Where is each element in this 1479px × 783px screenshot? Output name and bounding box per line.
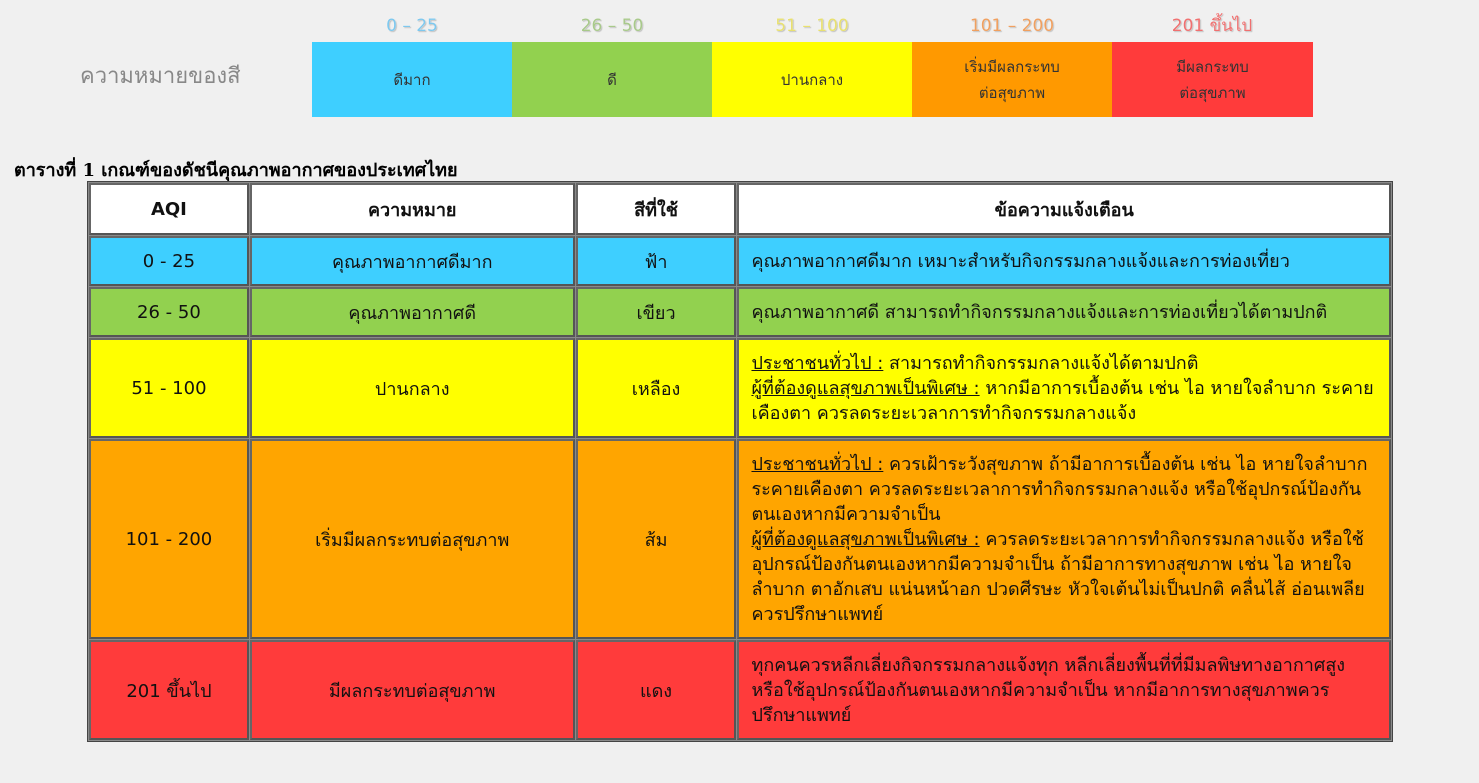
message-text: ทุกคนควรหลีกเลี่ยงกิจกรรมกลางแจ้งทุก หลีกเลี่ยงพื้นที่ที่มีมลพิษทางอากาศสูง หรือใช้อุปกรณ์ป้องกันตนเองหากมีความจำเป็น หากมีอาการทางสุขภาพควรปรึกษาแพทย์ bbox=[751, 654, 1346, 726]
aqi-range-cell: 0 - 25 bbox=[89, 236, 249, 286]
audience-label: ผู้ที่ต้องดูแลสุขภาพเป็นพิเศษ : bbox=[751, 377, 980, 399]
message-text: คุณภาพอากาศดี สามารถทำกิจกรรมกลางแจ้งและการท่องเที่ยวได้ตามปกติ bbox=[751, 301, 1328, 323]
message-paragraph bbox=[751, 300, 1377, 325]
meaning-cell: คุณภาพอากาศดี bbox=[250, 287, 575, 337]
legend-swatch: ปานกลาง bbox=[712, 42, 912, 117]
message-cell bbox=[737, 439, 1391, 639]
legend-range: 101 – 200 bbox=[969, 16, 1055, 36]
audience-label: ประชาชนทั่วไป : bbox=[751, 352, 884, 374]
message-text: ควรเฝ้าระวังสุขภาพ ถ้ามีอาการเบื้องต้น เช่น ไอ หายใจลำบาก ระคายเคืองตา ควรลดระยะเวลาการทำกิจกรรมกลางแจ้ง หรือใช้อุปกรณ์ป้องกันตนเองหากมีความจำเป็น bbox=[751, 453, 1368, 525]
message-text: หากมีอาการเบื้องต้น เช่น ไอ หายใจลำบาก ระคายเคืองตา ควรลดระยะเวลาการทำกิจกรรมกลางแจ้ง bbox=[751, 377, 1374, 424]
message-paragraph bbox=[751, 249, 1377, 274]
color-name-cell: เขียว bbox=[576, 287, 737, 337]
table-row bbox=[89, 640, 1391, 740]
aqi-range-cell: 201 ขึ้นไป bbox=[89, 640, 249, 740]
meaning-cell: เริ่มมีผลกระทบต่อสุขภาพ bbox=[250, 439, 575, 639]
audience-label: ผู้ที่ต้องดูแลสุขภาพเป็นพิเศษ : bbox=[751, 528, 980, 550]
message-cell bbox=[737, 236, 1391, 286]
aqi-range-cell: 26 - 50 bbox=[89, 287, 249, 337]
color-name-cell: ส้ม bbox=[576, 439, 737, 639]
header-aqi: AQI bbox=[89, 183, 249, 235]
message-cell bbox=[737, 338, 1391, 438]
message-text: คุณภาพอากาศดีมาก เหมาะสำหรับกิจกรรมกลางแจ้งและการท่องเที่ยว bbox=[751, 250, 1290, 272]
message-paragraph bbox=[751, 653, 1377, 728]
audience-label: ประชาชนทั่วไป : bbox=[751, 453, 884, 475]
legend-range: 0 – 25 bbox=[386, 16, 438, 36]
message-paragraph bbox=[751, 527, 1377, 627]
legend-color-bar bbox=[312, 42, 1313, 117]
message-text: ควรลดระยะเวลาการทำกิจกรรมกลางแจ้ง หรือใช้อุปกรณ์ป้องกันตนเองหากมีความจำเป็น ถ้ามีอาการทางสุขภาพ เช่น ไอ หายใจลำบาก ตาอักเสบ แน่นหน้าอก ปวดศีรษะ หัวใจเต้นไม่เป็นปกติ คลื่นไส้ อ่อนเพลีย ควรปรึกษาแพทย์ bbox=[751, 528, 1365, 625]
table-row bbox=[89, 287, 1391, 337]
legend-range-row bbox=[312, 12, 1312, 40]
message-text: สามารถทำกิจกรรมกลางแจ้งได้ตามปกติ bbox=[883, 352, 1199, 374]
legend-range: 51 – 100 bbox=[775, 16, 849, 36]
legend-swatch: ดีมาก bbox=[312, 42, 512, 117]
legend-swatch: มีผลกระทบ ต่อสุขภาพ bbox=[1112, 42, 1313, 117]
aqi-table bbox=[87, 181, 1393, 742]
message-cell bbox=[737, 287, 1391, 337]
message-paragraph bbox=[751, 376, 1377, 426]
table-body bbox=[89, 236, 1391, 740]
color-name-cell: เหลือง bbox=[576, 338, 737, 438]
legend-title: ความหมายของสี bbox=[80, 64, 241, 89]
meaning-cell: ปานกลาง bbox=[250, 338, 575, 438]
color-name-cell: แดง bbox=[576, 640, 737, 740]
meaning-cell: มีผลกระทบต่อสุขภาพ bbox=[250, 640, 575, 740]
message-paragraph bbox=[751, 452, 1377, 527]
aqi-range-cell: 51 - 100 bbox=[89, 338, 249, 438]
message-cell bbox=[737, 640, 1391, 740]
table-caption: ตารางที่ 1 เกณฑ์ของดัชนีคุณภาพอากาศของประเทศไทย bbox=[14, 160, 458, 181]
legend-swatch: ดี bbox=[512, 42, 712, 117]
table-header-row bbox=[89, 183, 1391, 235]
table-row bbox=[89, 439, 1391, 639]
meaning-cell: คุณภาพอากาศดีมาก bbox=[250, 236, 575, 286]
legend-swatch: เริ่มมีผลกระทบ ต่อสุขภาพ bbox=[912, 42, 1112, 117]
message-paragraph bbox=[751, 351, 1377, 376]
legend-range: 26 – 50 bbox=[580, 16, 644, 36]
table-row bbox=[89, 338, 1391, 438]
table-row bbox=[89, 236, 1391, 286]
header-meaning: ความหมาย bbox=[250, 183, 575, 235]
header-message: ข้อความแจ้งเตือน bbox=[737, 183, 1391, 235]
header-color: สีที่ใช้ bbox=[576, 183, 737, 235]
legend-range: 201 ขึ้นไป bbox=[1171, 16, 1253, 36]
color-name-cell: ฟ้า bbox=[576, 236, 737, 286]
aqi-range-cell: 101 - 200 bbox=[89, 439, 249, 639]
